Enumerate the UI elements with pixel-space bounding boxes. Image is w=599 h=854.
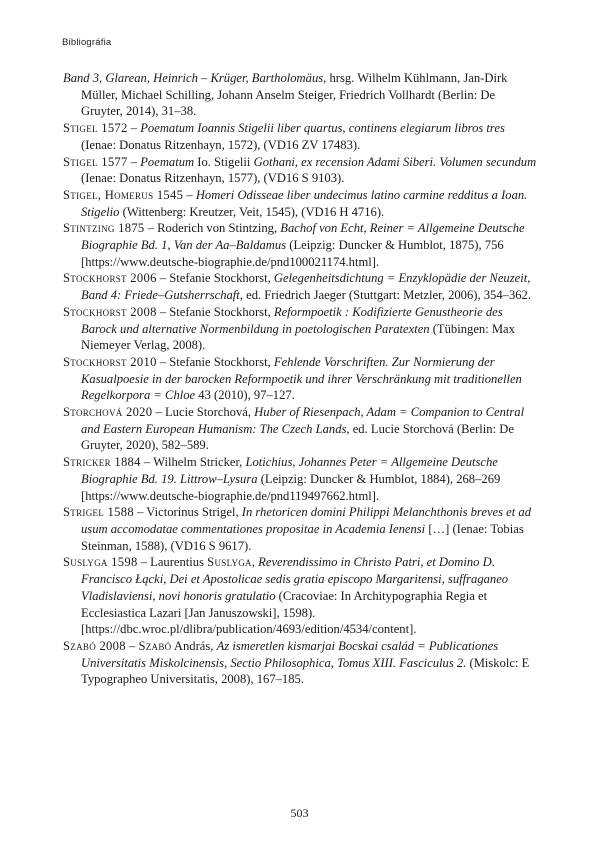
entry-text: (Miskolc: E Typographeo Universitatis, 2008), 167–185. <box>81 655 530 687</box>
entry-text: (Ienae: Donatus Ritzenhayn, 1572), (VD16 ZV 17483). <box>81 137 361 152</box>
work-title: Reverendissimo in Christo Patri, et Domino D. Francisco Łącki, Dei et Apostolicae sedis gratia episcopo Margaritensi, suffraganeo Vladislaviensi, novi honoris gratulatio <box>81 555 509 603</box>
citation-key: Stigel, Homerus 1545 <box>63 187 184 202</box>
bibliography-list <box>63 70 539 688</box>
citation-key: Stockhorst 2010 <box>63 354 157 369</box>
entry-text: – Roderich von Stintzing, <box>144 221 281 236</box>
citation-key: Suslyga <box>207 555 252 570</box>
work-title: Bachof von Echt, Reiner = Allgemeine Deutsche Biographie Bd. 1, Van der Aa–Baldamus <box>81 221 525 253</box>
bibliography-entry <box>63 504 539 554</box>
entry-text: , ed. Lucie Storchová (Berlin: De Gruyter, 2020), 582–589. <box>81 421 514 453</box>
entry-text: – Lucie Storchová, <box>152 405 255 420</box>
entry-text: , hrsg. Wilhelm Kühlmann, Jan-Dirk Müller, Michael Schilling, Johann Anselm Steiger, Friedrich Vollhardt (Berlin: De Gruyter, 2014), 31–38. <box>81 71 508 119</box>
citation-key: Stigel 1572 <box>63 121 128 136</box>
entry-text: – <box>183 187 196 202</box>
work-title: Huber of Riesenpach, Adam = Companion to Central and Eastern European Humanism: The Czech Lands <box>81 405 525 436</box>
entry-text: – Wilhelm Stricker, <box>140 455 246 470</box>
citation-key: Stockhorst 2008 <box>63 304 157 319</box>
work-title: Gothani, ex recension Adami Siberi. Volumen secundum <box>253 154 537 169</box>
entry-text: […] (Ienae: Tobias Steinman, 1588), (VD16 S 9617). <box>81 521 524 553</box>
citation-key: Stigel 1577 <box>63 154 128 169</box>
entry-text: 43 (2010), 97–127. <box>195 388 295 403</box>
bibliography-entry <box>63 554 539 638</box>
entry-text: – <box>125 638 139 653</box>
entry-text: – Victorinus Strigel, <box>133 505 242 520</box>
entry-text: , <box>251 555 259 570</box>
citation-key: Stintzing 1875 <box>63 221 145 236</box>
entry-text: (Wittenberg: Kreutzer, Veit, 1545), (VD16 H 4716). <box>119 204 385 219</box>
bibliography-entry <box>63 354 539 404</box>
bibliography-entry <box>63 120 539 153</box>
citation-key: Storchová 2020 <box>63 405 153 420</box>
work-title: Gelegenheitsdichtung = Enzyklopädie der Neuzeit, Band 4: Friede–Gutsherrschaft <box>81 271 531 303</box>
work-title: In rhetoricen domini Philippi Melanchthonis breves et ad usum accomodatae commentationes propositae in Academia Ienensi <box>81 505 532 536</box>
citation-key: Stricker 1884 <box>63 455 141 470</box>
work-title: Reformpoetik : Kodifizierte Genustheorie des Barock und alternative Normenbildung in poetologischen Paratexten <box>81 304 503 336</box>
entry-text: , ed. Friedrich Jaeger (Stuttgart: Metzler, 2006), 354–362. <box>239 288 531 303</box>
entry-text: – Stefanie Stockhorst, <box>156 271 274 286</box>
citation-key: Strigel 1588 <box>63 505 134 520</box>
bibliography-entry <box>63 187 539 220</box>
entry-text: (Leipzig: Duncker & Humblot, 1875), 756 [https://www.deutsche-biographie.de/pnd100021174.html]. <box>81 238 504 269</box>
entry-text: (Cracoviae: In Architypographia Regia et Ecclesiastica Lazari [Jan Januszowski], 1598). [https://dbc.wroc.pl/dlibra/publication/4693/edition/4534/content]. <box>81 588 488 637</box>
bibliography-entry <box>63 454 539 504</box>
citation-key: Szabó <box>138 638 172 653</box>
bibliography-entry <box>63 638 539 688</box>
entry-text: – <box>127 154 141 169</box>
work-title: Poematum Ioannis Stigelii liber quartus, continens elegiarum libros tres <box>140 121 505 136</box>
bibliography-entry <box>63 154 539 187</box>
entry-text: Io. Stigelii <box>194 154 254 169</box>
work-title: Fehlende Vorschriften. Zur Normierung der Kasualpoesie in der barocken Reformpoetik und ihrer Verschränkung mit traditionellen Regelkorpora = Chloe <box>81 354 522 403</box>
citation-key: Suslyga 1598 <box>63 555 138 570</box>
entry-text: (Ienae: Donatus Ritzenhayn, 1577), (VD16 S 9103). <box>81 171 345 186</box>
work-title: Poematum <box>140 154 195 169</box>
work-title: Az ismeretlen kismarjai Bocskai család = Publicationes Universitatis Miskolcinensis, Sectio Philosophica, Tomus XIII. Fasciculus 2. <box>81 638 499 670</box>
entry-text: – Laurentius <box>137 555 208 570</box>
entry-text: (Tübingen: Max Niemeyer Verlag, 2008). <box>81 321 515 353</box>
work-title: Homeri Odisseae liber undecimus latino carmine redditus a Ioan. Stigelio <box>81 187 528 219</box>
citation-key: Szabó 2008 <box>63 638 126 653</box>
bibliography-entry <box>63 70 539 120</box>
entry-text: András, <box>171 638 217 653</box>
citation-key: Stockhorst 2006 <box>63 271 157 286</box>
running-head: Bibliográfia <box>62 37 112 48</box>
work-title: Band 3, Glarean, Heinrich – Krüger, Bartholomäus <box>63 71 324 85</box>
bibliography-entry <box>63 220 539 270</box>
bibliography-entry <box>63 404 539 454</box>
entry-text: – Stefanie Stockhorst, <box>156 304 274 319</box>
entry-text: (Leipzig: Duncker & Humblot, 1884), 268–269 [https://www.deutsche-biographie.de/pnd119497662.html]. <box>81 471 501 503</box>
bibliography-entry <box>63 304 539 354</box>
entry-text: – Stefanie Stockhorst, <box>156 354 274 369</box>
page-number: 503 <box>290 806 309 820</box>
bibliography-entry <box>63 270 539 303</box>
work-title: Lotichius, Johannes Peter = Allgemeine Deutsche Biographie Bd. 19. Littrow–Lysura <box>81 455 498 486</box>
entry-text: – <box>127 121 141 136</box>
